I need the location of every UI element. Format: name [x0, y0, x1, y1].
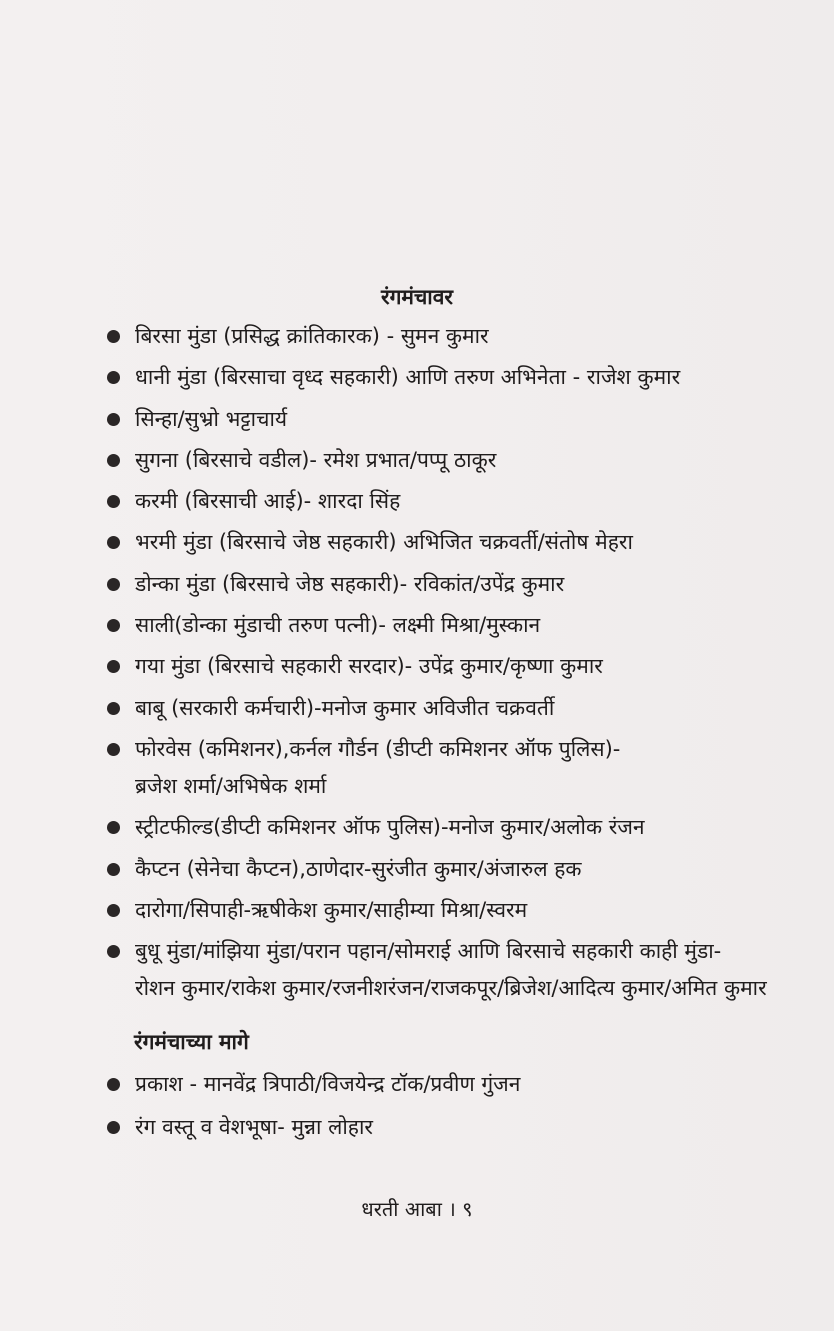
- bullet-icon: [107, 619, 120, 632]
- bullet-icon: [107, 536, 120, 549]
- bullet-icon: [107, 702, 120, 715]
- bullet-icon: [107, 821, 120, 834]
- cast-entry: गया मुंडा (बिरसाचे सहकारी सरदार)- उपेंद्र कुमार/कृष्णा कुमार: [135, 654, 603, 679]
- cast-entry: सुगना (बिरसाचे वडील)- रमेश प्रभात/पप्पू ठाकूर: [135, 447, 497, 472]
- cast-entry-line2: ब्रजेश शर्मा/अभिषेक शर्मा: [135, 773, 327, 798]
- crew-entry: रंग वस्तू व वेशभूषा- मुन्ना लोहार: [135, 1115, 373, 1139]
- cast-entry: धानी मुंडा (बिरसाचा वृध्द सहकारी) आणि तरुण अभिनेता - राजेश कुमार: [135, 365, 681, 390]
- bullet-icon: [107, 904, 120, 917]
- bullet-icon: [107, 660, 120, 673]
- list-item: [105, 483, 805, 520]
- list-item: [105, 566, 805, 603]
- on-stage-heading: रंगमंचावर: [380, 285, 453, 309]
- bullet-icon: [107, 743, 120, 756]
- bullet-icon: [107, 1078, 120, 1091]
- cast-entry: कैप्टन (सेनेचा कैप्टन),ठाणेदार-सुरंजीत कुमार/अंजारुल हक: [135, 856, 582, 881]
- cast-entry: डोन्का मुंडा (बिरसाचे जेष्ठ सहकारी)- रविकांत/उपेंद्र कुमार: [135, 571, 565, 596]
- bullet-icon: [107, 1121, 120, 1134]
- cast-entry: साली(डोन्का मुंडाची तरुण पत्नी)- लक्ष्मी मिश्रा/मुस्कान: [135, 613, 541, 638]
- list-item: [105, 933, 805, 1007]
- bullet-icon: [107, 578, 120, 591]
- bullet-icon: [107, 413, 120, 426]
- cast-entry: सिन्हा/सुभ्रो भट्टाचार्य: [135, 406, 288, 431]
- cast-entry: भरमी मुंडा (बिरसाचे जेष्ठ सहकारी) अभिजित चक्रवर्ती/संतोष मेहरा: [135, 530, 633, 555]
- list-item: [105, 809, 805, 846]
- cast-entry-line1: बुधू मुंडा/मांझिया मुंडा/परान पहान/सोमराई आणि बिरसाचे सहकारी काही मुंडा-: [135, 939, 722, 964]
- page-footer: धरती आबा । ९: [361, 1197, 473, 1221]
- bullet-icon: [107, 945, 120, 958]
- list-item: [105, 648, 805, 685]
- crew-entry: प्रकाश - मानवेंद्र त्रिपाठी/विजयेन्द्र टॉक/प्रवीण गुंजन: [135, 1072, 521, 1096]
- cast-entry: दारोगा/सिपाही-ऋषीकेश कुमार/साहीम्या मिश्रा/स्वरम: [135, 897, 528, 922]
- bullet-icon: [107, 330, 120, 343]
- list-item: [105, 892, 805, 929]
- list-item: [105, 318, 805, 355]
- behind-stage-crew-list: [105, 1066, 805, 1152]
- list-item: [105, 401, 805, 438]
- cast-entry: बाबू (सरकारी कर्मचारी)-मनोज कुमार अविजीत चक्रवर्ती: [135, 695, 555, 720]
- cast-entry: स्ट्रीटफील्ड(डीप्टी कमिशनर ऑफ पुलिस)-मनोज कुमार/अलोक रंजन: [135, 815, 645, 840]
- cast-entry: बिरसा मुंडा (प्रसिद्ध क्रांतिकारक) - सुमन कुमार: [135, 324, 489, 348]
- list-item: [105, 731, 805, 805]
- list-item: [105, 524, 805, 561]
- bullet-icon: [107, 863, 120, 876]
- list-item: [105, 851, 805, 888]
- list-item: [105, 1109, 805, 1146]
- cast-entry: करमी (बिरसाची आई)- शारदा सिंह: [135, 489, 401, 514]
- on-stage-cast-list: [105, 318, 805, 1011]
- behind-stage-heading: रंगमंचाच्या मागे: [134, 1030, 249, 1054]
- bullet-icon: [107, 454, 120, 467]
- list-item: [105, 1066, 805, 1103]
- list-item: [105, 359, 805, 396]
- cast-entry-line1: फोरवेस (कमिशनर),कर्नल गौर्डन (डीप्टी कमिशनर ऑफ पुलिस)-: [135, 736, 621, 761]
- bullet-icon: [107, 371, 120, 384]
- list-item: [105, 607, 805, 644]
- bullet-icon: [107, 495, 120, 508]
- list-item: [105, 442, 805, 479]
- list-item: [105, 690, 805, 727]
- cast-entry-line2: रोशन कुमार/राकेश कुमार/रजनीशरंजन/राजकपूर/ब्रिजेश/आदित्य कुमार/अमित कुमार: [135, 976, 767, 1001]
